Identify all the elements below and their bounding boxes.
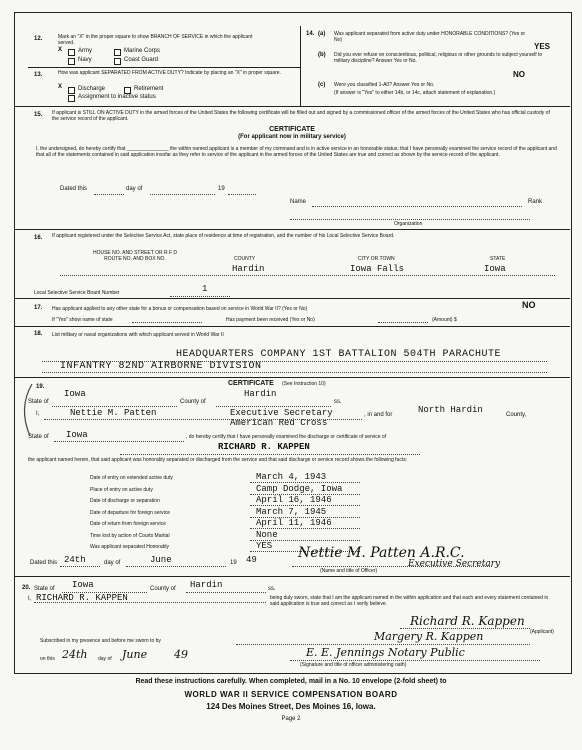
s19-county-w: County, (506, 412, 527, 418)
s16-state-value: Iowa (484, 264, 506, 274)
certificate-19-note: (See Instruction 10) (282, 381, 326, 387)
s20-oath-text: being duly sworn, state that I am the applicant named in the within application and that each and every statement contained in said application is true and correct as I verily believe. (270, 595, 549, 607)
certificate-15-subtitle: (For applicant now in military service) (238, 134, 346, 140)
s19-certifier-name: Nettie M. Patten (70, 408, 157, 418)
section-13-mark: X (58, 84, 63, 90)
s19-certifier-org: American Red Cross (230, 418, 328, 428)
section-15-number: 15. (34, 112, 43, 118)
s20-day: 24th (62, 648, 88, 661)
section-13-text: How was applicant SEPARATED FROM ACTIVE DUTY? Indicate by placing an "X" in proper square. (58, 70, 281, 76)
s15-dated-label: Dated this (60, 186, 88, 192)
section-14b-answer: NO (513, 70, 525, 79)
section-19-number: 19. (36, 384, 45, 390)
checkbox-discharge (68, 87, 75, 94)
section-14c-note: (If answer is "Yes" to either 14b, or 14c, attach statement of explanation.) (334, 90, 496, 96)
certificate-15-text: I, the undersigned, do hereby certify that _______________ the within named applicant is a member of my command and is in active service in an honorable status; that I have personally examined the service record of the applicant and that all of the statements contained in said application insofar as they refer to service of the applicant in the armed forces of the United States are true and correct as shown by the service record of the applicant. (36, 146, 557, 158)
s19-applicant-name: RICHARD R. KAPPEN (218, 442, 310, 452)
s20-i-label: I, (28, 596, 32, 602)
section-18-number: 18. (34, 331, 43, 337)
section-14a-answer: YES (534, 42, 551, 51)
s20-on-this: on this (40, 656, 55, 662)
s19-officer-title: Executive Secretary (408, 559, 501, 569)
s16-col-county: COUNTY (234, 256, 256, 262)
section-12-mark: X (58, 47, 63, 53)
s16-city-value: Iowa Falls (350, 264, 405, 274)
s20-month: June (122, 648, 148, 661)
s16-col-state: STATE (490, 256, 506, 262)
s19-dated-year: 49 (246, 555, 257, 565)
s18-org-line-1: HEADQUARTERS COMPANY 1ST BATTALION 504TH PARACHUTE (176, 349, 502, 360)
section-14b-label: (b) (318, 52, 326, 58)
s15-org-label: Organization (394, 221, 423, 227)
footer-address: 124 Des Moines Street, Des Moines 16, Iowa. (206, 702, 376, 711)
s16-col-city: CITY OR TOWN (358, 256, 395, 262)
pencil-mark-icon (14, 380, 40, 440)
s17-answer: NO (522, 300, 536, 310)
s19-dated-day: 24th (64, 555, 86, 565)
checkbox-navy (68, 58, 75, 65)
s19-in-and-for: , in and for (364, 412, 393, 418)
s20-subscribed: Subscribed in my presence and before me sworn to by (40, 638, 161, 644)
s16-board-number: 1 (202, 284, 208, 294)
checkbox-marine-corps (114, 49, 121, 56)
checkbox-coast-guard (114, 58, 121, 65)
s19-i-label: I, (36, 411, 40, 417)
s15-day-of-label: day of (126, 186, 143, 192)
option-discharge: Discharge (78, 86, 106, 92)
s19-fact-label: Was applicant separated Honorably (90, 544, 170, 550)
option-marine-corps: Marine Corps (124, 48, 161, 54)
s20-witness-signature: Margery R. Kappen (374, 630, 484, 643)
s19-fact-label: Date of entry on extended active duty (90, 475, 173, 481)
certificate-19-title: CERTIFICATE (228, 380, 274, 387)
s19-fact-value: Camp Dodge, Iowa (256, 483, 343, 494)
section-12-number: 12. (34, 36, 43, 42)
s19-ss: ss. (334, 399, 342, 405)
s19-state2-label: State of (28, 434, 49, 440)
checkbox-army (68, 49, 75, 56)
s19-fact-label: Date of return from foreign service (90, 521, 166, 527)
section-14a-label: (a) (318, 31, 326, 37)
s17-paid-label: Has payment been received (Yes or No) (226, 317, 315, 323)
s19-dated-month: June (150, 555, 172, 565)
s19-certifier-title: Executive Secretary (230, 408, 333, 418)
checkbox-retirement (124, 87, 131, 94)
s19-fact-label: Date of discharge or separation (90, 498, 160, 504)
s19-fact-value: YES (256, 541, 273, 551)
section-13-number: 13. (34, 72, 43, 78)
s19-year-prefix: 19 (230, 560, 237, 566)
section-14-number: 14. (306, 31, 315, 37)
section-12-text: Mark an "X" in the proper square to show BRANCH OF SERVICE in which the applicant served. (58, 34, 253, 46)
footer-board-name: WORLD WAR II SERVICE COMPENSATION BOARD (184, 690, 398, 699)
footer-page-number: Page 2 (281, 716, 301, 722)
s19-do-certify: , do hereby certify that I have personally examined the discharge or certificate of service of (186, 434, 387, 440)
s19-fact-value: March 7, 1945 (256, 506, 327, 517)
section-14b-text: Did you ever refuse on conscientious, political, religious or other grounds to subject yourself to military discipline? Answer Yes or No. (334, 52, 543, 64)
s20-applicant-name: RICHARD R. KAPPEN (36, 593, 128, 603)
section-14c-label: (c) (318, 82, 326, 88)
s19-fact-value: March 4, 1943 (256, 472, 327, 482)
s19-fact-label: Place of entry on active duty (90, 486, 153, 493)
s15-rank-label: Rank (528, 199, 543, 205)
section-20-number: 20. (22, 585, 31, 591)
s19-county-label: County of (180, 399, 206, 405)
s19-dated-label: Dated this (30, 560, 58, 566)
s19-state-label: State of (28, 399, 49, 405)
s19-state2-value: Iowa (66, 430, 88, 440)
s20-county-label: County of (150, 586, 176, 592)
option-inactive: Assignment to inactive status (78, 94, 156, 100)
s19-fact-value: April 16, 1946 (256, 495, 332, 505)
s19-officer-signature: Nettie M. Patten A.R.C. (298, 545, 465, 561)
s20-ss: ss. (268, 586, 276, 592)
section-14a-text: Was applicant separated from active duty under HONORABLE CONDITIONS? (Yes or No) (334, 31, 526, 43)
option-army: Army (78, 48, 92, 54)
s20-state-label: State of (34, 586, 55, 592)
s19-fact-value: None (256, 529, 278, 540)
s20-notary-signature: E. E. Jennings Notary Public (306, 646, 465, 659)
s19-county-value: Hardin (244, 389, 277, 399)
s16-county-value: Hardin (232, 264, 265, 274)
s20-notary-caption: (Signature and title of officer administering oath) (300, 662, 407, 668)
s19-officer-caption: (Name and title of Officer) (320, 568, 378, 574)
s19-fact-label: Time lost by action of Courts Martial (90, 532, 170, 539)
section-17-text: Has applicant applied to any other state for a bonus or compensation based on service in World War II? (Yes or No) (52, 306, 308, 312)
section-18-text: List military or naval organizations with which applicant served in World War II (52, 332, 224, 338)
option-coast-guard: Coast Guard (124, 57, 159, 63)
s18-org-line-2: INFANTRY 82ND AIRBORNE DIVISION (60, 361, 262, 372)
s19-state-value: Iowa (64, 389, 86, 399)
s15-year-label: 19 (218, 186, 225, 192)
option-navy: Navy (78, 57, 92, 63)
certificate-15-title: CERTIFICATE (269, 126, 315, 133)
section-15-text: If applicant is STILL ON ACTIVE DUTY in the armed forces of the United States the following certificate will be filled out and signed by a commissioned officer of the armed forces of the United States who has official custody of the service record of the applicant. (52, 110, 550, 122)
s16-col-house: HOUSE NO. AND STREET OR R F D ROUTE NO. AND BOX NO. (92, 250, 178, 262)
footer-instructions: Read these instructions carefully. When completed, mail in a No. 10 envelope (2-fold sheet) to (135, 678, 447, 685)
s17-state-label: If "Yes" show name of state (52, 317, 113, 323)
s20-state-value: Iowa (72, 580, 94, 590)
section-16-text: If applicant registered under the Selective Service Act, state place of residence at time of registration, and the number of his Local Selective Service Board. (52, 233, 395, 239)
s19-fact-label: Date of departure for foreign service (90, 509, 171, 516)
section-17-number: 17. (34, 305, 43, 311)
s17-amount-label: (Amount) $ (432, 317, 457, 323)
s20-year: 49 (174, 648, 188, 661)
s20-applicant-signature: Richard R. Kappen (410, 614, 525, 628)
s20-county-value: Hardin (190, 580, 223, 590)
checkbox-inactive (68, 95, 75, 102)
option-retirement: Retirement (134, 86, 164, 92)
s20-applicant-label: (Applicant) (530, 629, 554, 635)
s15-name-label: Name (290, 199, 307, 205)
s16-board-label: Local Selective Service Board Number (34, 290, 120, 296)
s20-day-of: day of (98, 656, 112, 662)
section-16-number: 16. (34, 235, 43, 241)
section-14c-text: Were you classified 1-A0? Answer Yes or No. (334, 82, 435, 88)
s19-day-of-label: day of (104, 560, 121, 566)
s19-fact-value: April 11, 1946 (256, 518, 332, 528)
s19-paragraph: the applicant named herein, that said applicant was honorably separated or discharged from the service and that said discharge or service record shows the following facts: (28, 457, 408, 463)
s19-county2-value: North Hardin (418, 405, 483, 415)
